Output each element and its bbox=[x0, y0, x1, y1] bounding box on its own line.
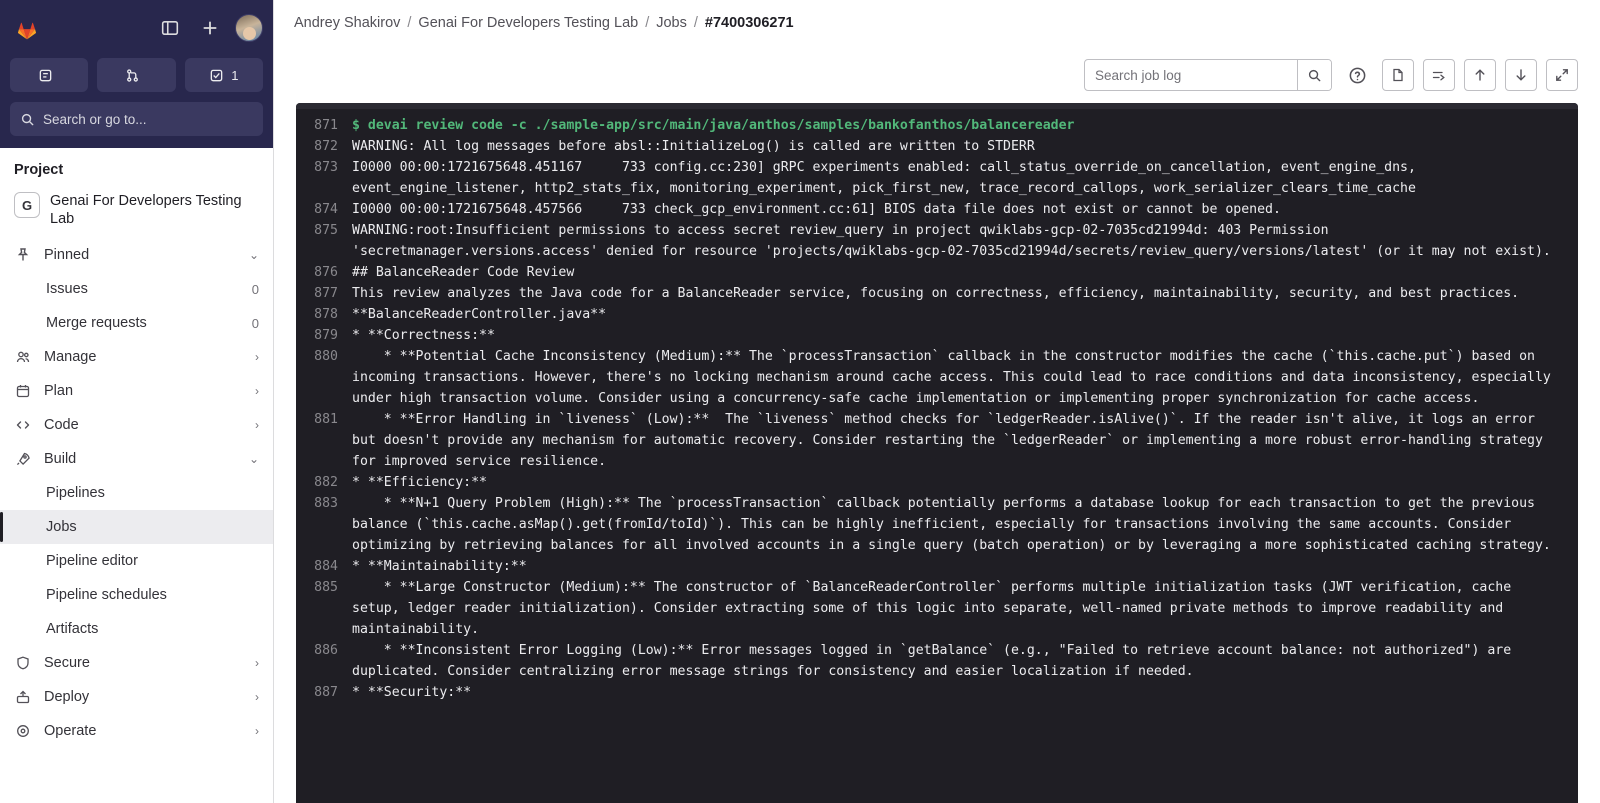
breadcrumb-current-job[interactable]: #7400306271 bbox=[704, 15, 794, 31]
merge-request-icon bbox=[125, 68, 140, 83]
sidebar-item-label: Build bbox=[44, 451, 77, 468]
log-line-number: 881 bbox=[314, 412, 338, 427]
toggle-sidebar-button[interactable] bbox=[155, 13, 185, 43]
breadcrumb-item-user[interactable]: Andrey Shakirov bbox=[294, 15, 401, 31]
main-content bbox=[274, 0, 1600, 803]
sidebar-item-deploy[interactable] bbox=[0, 680, 273, 714]
sidebar-top-actions bbox=[155, 13, 263, 43]
log-line-number: 874 bbox=[314, 202, 338, 217]
job-log-toolbar bbox=[274, 47, 1600, 103]
issues-count: 0 bbox=[251, 281, 259, 297]
breadcrumb-separator: / bbox=[693, 15, 698, 31]
project-avatar: G bbox=[14, 192, 40, 218]
sidebar-project[interactable] bbox=[0, 186, 273, 238]
chevron-right-icon: › bbox=[255, 656, 259, 671]
document-icon bbox=[1390, 67, 1406, 83]
sidebar-item-label: Artifacts bbox=[46, 621, 99, 638]
sidebar-item-secure[interactable] bbox=[0, 646, 273, 680]
user-avatar[interactable] bbox=[235, 14, 263, 42]
scroll-to-bottom-button[interactable] bbox=[1505, 59, 1537, 91]
search-icon bbox=[1307, 68, 1322, 83]
sidebar-item-build[interactable] bbox=[0, 442, 273, 476]
sidebar-item-label: Pinned bbox=[44, 247, 90, 264]
sidebar-quick-tabs bbox=[10, 58, 263, 92]
sidebar-item-operate[interactable] bbox=[0, 714, 273, 748]
calendar-icon bbox=[14, 383, 32, 399]
sidebar-item-pipeline-editor[interactable] bbox=[0, 544, 273, 578]
log-line bbox=[296, 220, 1578, 262]
chevron-right-icon: › bbox=[255, 384, 259, 399]
expand-icon bbox=[1554, 67, 1570, 83]
job-log-search[interactable] bbox=[1084, 59, 1332, 91]
sidebar-search[interactable] bbox=[10, 102, 263, 136]
log-line bbox=[296, 409, 1578, 472]
log-line-number: 879 bbox=[314, 328, 338, 343]
log-line-number: 876 bbox=[314, 265, 338, 280]
log-line-text: **BalanceReaderController.java** bbox=[352, 307, 607, 322]
log-line bbox=[296, 682, 1578, 703]
todo-icon bbox=[209, 68, 224, 83]
users-icon bbox=[14, 349, 32, 365]
log-line-number: 872 bbox=[314, 139, 338, 154]
fullscreen-button[interactable] bbox=[1546, 59, 1578, 91]
sidebar-item-pinned[interactable] bbox=[0, 238, 273, 272]
question-circle-icon bbox=[1348, 66, 1367, 85]
log-line-number: 878 bbox=[314, 307, 338, 322]
scroll-to-top-button[interactable] bbox=[1464, 59, 1496, 91]
arrow-up-icon bbox=[1472, 67, 1488, 83]
search-input[interactable] bbox=[1085, 60, 1297, 90]
sidebar-item-todos-tab[interactable] bbox=[185, 58, 263, 92]
log-line bbox=[296, 283, 1578, 304]
gitlab-logo-icon[interactable] bbox=[10, 11, 44, 45]
sidebar-section-title: Project bbox=[14, 162, 64, 178]
breadcrumb bbox=[274, 0, 1600, 47]
log-line-text: * **Correctness:** bbox=[352, 328, 495, 343]
create-new-button[interactable] bbox=[195, 13, 225, 43]
sidebar-item-label: Pipelines bbox=[46, 485, 105, 502]
log-line-number: 886 bbox=[314, 643, 338, 658]
sidebar-item-issues[interactable] bbox=[0, 272, 273, 306]
log-line-number: 885 bbox=[314, 580, 338, 595]
pin-icon bbox=[14, 247, 32, 263]
log-line-number: 877 bbox=[314, 286, 338, 301]
log-line bbox=[296, 472, 1578, 493]
search-icon bbox=[20, 112, 35, 127]
breadcrumb-item-jobs[interactable]: Jobs bbox=[656, 15, 687, 31]
sidebar-item-label: Operate bbox=[44, 723, 97, 740]
chevron-right-icon: › bbox=[255, 724, 259, 739]
sidebar-item-pipelines[interactable] bbox=[0, 476, 273, 510]
merge-requests-count: 0 bbox=[251, 315, 259, 331]
log-line-number: 883 bbox=[314, 496, 338, 511]
log-line-text: * **Error Handling in `liveness` (Low):** The `liveness` method checks for `ledgerReader.isAlive()`. If the reader isn't alive, it logs an error but doesn't provide any mechanism for automatic recovery. Consider restarting the `ledgerReader` or implementing a more robust error-handling strategy for improved service resilience. bbox=[352, 412, 1551, 469]
log-line-text: I0000 00:00:1721675648.451167 733 config.cc:230] gRPC experiments enabled: call_status_override_on_cancellation, event_engine_dns, event_engine_listener, http2_stats_fix, monitoring_experiment, pick_first_new, trace_record_callops, work_serializer_clears_time_cache bbox=[352, 160, 1424, 196]
sidebar-item-label: Merge requests bbox=[46, 315, 147, 332]
rocket-icon bbox=[14, 451, 32, 467]
todos-tab-count: 1 bbox=[231, 67, 239, 83]
sidebar-item-merge-requests-tab[interactable] bbox=[97, 58, 175, 92]
log-line bbox=[296, 346, 1578, 409]
chevron-right-icon: › bbox=[255, 350, 259, 365]
issue-icon bbox=[38, 68, 53, 83]
search-submit-button[interactable] bbox=[1297, 60, 1331, 90]
log-line-text: I0000 00:00:1721675648.457566 733 check_gcp_environment.cc:61] BIOS data file does not exist or cannot be opened. bbox=[352, 202, 1281, 217]
job-log-panel[interactable] bbox=[296, 103, 1578, 803]
breadcrumb-separator: / bbox=[645, 15, 650, 31]
log-line-text: WARNING: All log messages before absl::InitializeLog() is called are written to STDERR bbox=[352, 139, 1035, 154]
log-line-number: 880 bbox=[314, 349, 338, 364]
sidebar-item-plan[interactable] bbox=[0, 374, 273, 408]
log-line bbox=[296, 577, 1578, 640]
sidebar-nav bbox=[0, 148, 273, 803]
log-line-number: 873 bbox=[314, 160, 338, 175]
log-line bbox=[296, 199, 1578, 220]
sidebar-item-label: Issues bbox=[46, 281, 88, 298]
sidebar-item-merge-requests[interactable] bbox=[0, 306, 273, 340]
chevron-right-icon: › bbox=[255, 690, 259, 705]
sidebar bbox=[0, 0, 274, 803]
sidebar-item-label: Pipeline schedules bbox=[46, 587, 167, 604]
chevron-down-icon: ⌄ bbox=[248, 248, 259, 263]
log-line bbox=[296, 136, 1578, 157]
log-line bbox=[296, 304, 1578, 325]
log-line-text: $ devai review code -c ./sample-app/src/main/java/anthos/samples/bankofanthos/balancereader bbox=[352, 118, 1075, 133]
log-line-text: This review analyzes the Java code for a BalanceReader service, focusing on correctness, efficiency, maintainability, security, and best practices. bbox=[352, 286, 1520, 301]
log-line-number: 875 bbox=[314, 223, 338, 238]
project-name: Genai For Developers Testing Lab bbox=[50, 193, 242, 228]
log-line-number: 882 bbox=[314, 475, 338, 490]
sidebar-top-row bbox=[10, 8, 263, 48]
sidebar-item-label: Deploy bbox=[44, 689, 90, 706]
chevron-right-icon: › bbox=[255, 418, 259, 433]
sidebar-item-pipeline-schedules[interactable] bbox=[0, 578, 273, 612]
log-line-number: 871 bbox=[314, 118, 338, 133]
sidebar-item-label: Pipeline editor bbox=[46, 553, 138, 570]
code-icon bbox=[14, 417, 32, 433]
sidebar-item-manage[interactable] bbox=[0, 340, 273, 374]
sidebar-item-label: Plan bbox=[44, 383, 74, 400]
log-line bbox=[296, 556, 1578, 577]
scroll-to-failure-button[interactable] bbox=[1423, 59, 1455, 91]
shield-icon bbox=[14, 655, 32, 671]
sidebar-header bbox=[0, 0, 273, 148]
job-log bbox=[296, 109, 1578, 713]
log-line bbox=[296, 325, 1578, 346]
log-line-text: WARNING:root:Insufficient permissions to access secret review_query in project qwiklabs-gcp-02-7035cd21994d: 403 Permission 'secretmanager.versions.access' denied for resource 'projects/qwiklabs-gcp-02-7035cd21994d/secrets/review_query/versions/latest' (or it may not exist). bbox=[352, 223, 1551, 259]
log-line bbox=[296, 640, 1578, 682]
sidebar-item-jobs[interactable] bbox=[0, 510, 273, 544]
sidebar-search-label: Search or go to... bbox=[43, 111, 147, 127]
log-line-text: * **Potential Cache Inconsistency (Medium):** The `processTransaction` callback in the constructor modifies the cache (`this.cache.put`) based on incoming transactions. However, there's no locking mechanism around cache access. This could lead to race conditions and data inconsistency, especially under high transaction volume. Consider using a concurrency-safe cache implementation or implementing proper synchronization for cache access. bbox=[352, 349, 1559, 406]
sidebar-item-label: Secure bbox=[44, 655, 90, 672]
sidebar-item-issues-tab[interactable] bbox=[10, 58, 88, 92]
sidebar-item-label: Manage bbox=[44, 349, 97, 366]
log-line bbox=[296, 493, 1578, 556]
sidebar-item-label: Code bbox=[44, 417, 79, 434]
log-line-text: * **Maintainability:** bbox=[352, 559, 527, 574]
log-line-text: * **Efficiency:** bbox=[352, 475, 487, 490]
operate-icon bbox=[14, 723, 32, 739]
log-line-text: * **Inconsistent Error Logging (Low):** Error messages logged in `getBalance` (e.g., "Failed to retrieve account balance: not authorized") are duplicated. Consider centralizing error message strings for consistency and easier localization if needed. bbox=[352, 643, 1520, 679]
sidebar-item-code[interactable] bbox=[0, 408, 273, 442]
log-line-text: * **Large Constructor (Medium):** The constructor of `BalanceReaderController` performs multiple initialization tasks (JWT verification, cache setup, ledger reader initialization). Consider extracting some of this logic into separate, well-named private methods to improve readability and maintainability. bbox=[352, 580, 1520, 637]
log-line-text: * **N+1 Query Problem (High):** The `processTransaction` callback potentially performs a database lookup for each transaction to get the previous balance (`this.cache.asMap().get(fromId/toId)`). This can be highly inefficient, especially for transactions involving the same accounts. Consider optimizing by retrieving balances for all involved accounts in a single query (batch operation) or by leveraging a more sophisticated caching strategy. bbox=[352, 496, 1551, 553]
arrow-down-icon bbox=[1513, 67, 1529, 83]
breadcrumb-separator: / bbox=[407, 15, 412, 31]
chevron-down-icon: ⌄ bbox=[248, 452, 259, 467]
log-line bbox=[296, 115, 1578, 136]
log-line-text: ## BalanceReader Code Review bbox=[352, 265, 575, 280]
log-line-text: * **Security:** bbox=[352, 685, 472, 700]
log-line bbox=[296, 262, 1578, 283]
breadcrumb-item-project[interactable]: Genai For Developers Testing Lab bbox=[418, 15, 639, 31]
log-line-number: 887 bbox=[314, 685, 338, 700]
help-button[interactable] bbox=[1341, 59, 1373, 91]
raw-log-button[interactable] bbox=[1382, 59, 1414, 91]
sidebar-item-label: Jobs bbox=[46, 519, 77, 536]
log-line-number: 884 bbox=[314, 559, 338, 574]
arrow-to-line-icon bbox=[1431, 67, 1447, 83]
log-line bbox=[296, 157, 1578, 199]
sidebar-item-artifacts[interactable] bbox=[0, 612, 273, 646]
deploy-icon bbox=[14, 689, 32, 705]
